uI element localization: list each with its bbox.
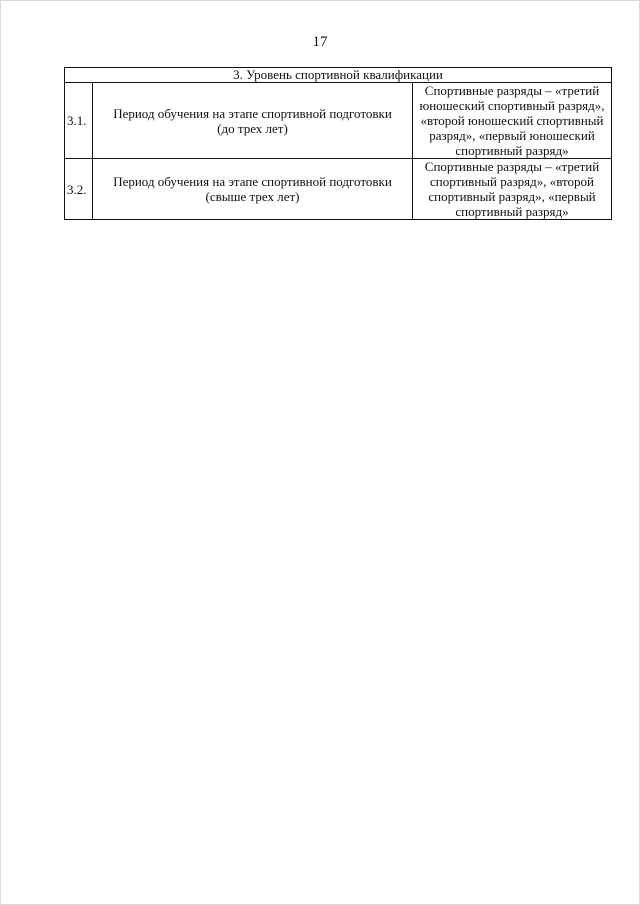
period-text: Период обучения на этапе спортивной подготовки	[113, 105, 392, 121]
table-section-header-row	[65, 68, 612, 83]
period-cell	[93, 83, 413, 159]
qualification-table	[64, 67, 612, 220]
period-text: Период обучения на этапе спортивной подготовки	[113, 174, 392, 189]
page-number: 17	[312, 34, 328, 50]
table-row	[65, 83, 612, 159]
period-duration: (до трех лет)	[217, 120, 288, 136]
row-number: 3.1.	[65, 83, 93, 159]
period-cell	[93, 159, 413, 220]
ranks-cell: Спортивные разряды – «третий спортивный разряд», «второй спортивный разряд», «первый спортивный разряд»	[413, 159, 612, 220]
ranks-cell: Спортивные разряды – «третий юношеский спортивный разряд», «второй юношеский спортивный разряд», «первый юношеский спортивный разряд»	[413, 83, 612, 159]
table-row	[65, 159, 612, 220]
row-number: 3.2.	[65, 159, 93, 220]
section-title: 3. Уровень спортивной квалификации	[65, 68, 612, 83]
period-duration: (свыше трех лет)	[205, 189, 300, 204]
